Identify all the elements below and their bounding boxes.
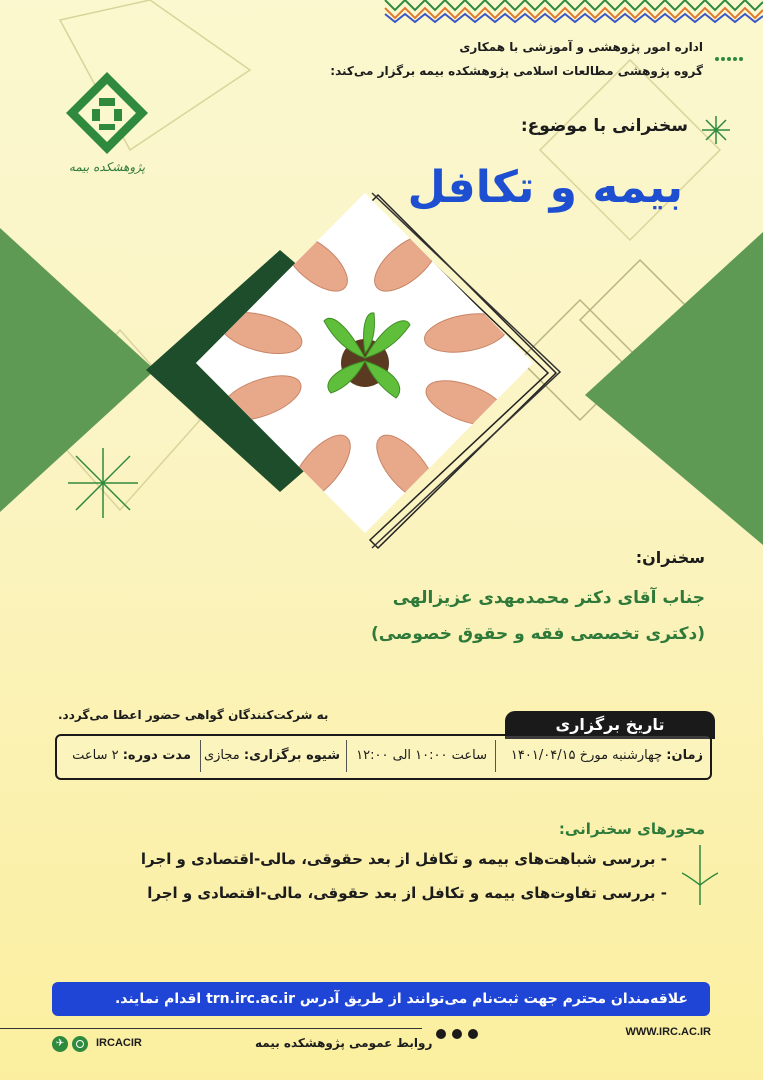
- topic-item: - بررسی شباهت‌های بیمه و تکافل از بعد حقوقی، مالی-اقتصادی و اجرا: [140, 850, 667, 868]
- speaker-degree: (دکتری تخصصی فقه و حقوق خصوصی): [370, 624, 705, 644]
- sprout-decoration-icon: [680, 845, 720, 905]
- date-value: چهارشنبه مورخ ۱۴۰۱/۰۴/۱۵: [510, 748, 663, 763]
- star-decoration-icon: [68, 448, 138, 518]
- logo-text: پژوهشکده بیمه: [68, 160, 146, 174]
- instagram-icon[interactable]: [72, 1036, 88, 1052]
- speaker-label: سخنران:: [635, 548, 705, 567]
- schedule-duration: [72, 748, 191, 763]
- lecture-title: بیمه و تکافل: [407, 162, 683, 213]
- subject-label: سخنرانی با موضوع:: [520, 116, 688, 136]
- topics-label: محورهای سخنرانی:: [558, 820, 705, 838]
- header-line-2: گروه پژوهشی مطالعات اسلامی پژوهشکده بیمه برگزار می‌کند:: [330, 64, 703, 78]
- duration-value: ۲ ساعت: [72, 748, 119, 763]
- duration-label: مدت دوره:: [122, 748, 191, 763]
- method-value: مجازی: [203, 748, 240, 763]
- header-line-1: اداره امور پژوهشی و آموزشی با همکاری: [459, 40, 703, 54]
- topic-item: - بررسی تفاوت‌های بیمه و تکافل از بعد حقوقی، مالی-اقتصادی و اجرا: [147, 884, 667, 902]
- footer-line: [0, 1028, 422, 1029]
- hands-sapling-illustration: [196, 193, 534, 533]
- footer-website: WWW.IRC.AC.IR: [625, 1026, 711, 1038]
- footer-social-handle: IRCACIR: [96, 1037, 142, 1049]
- footer-pr: روابط عمومی پژوهشکده بیمه: [255, 1036, 433, 1050]
- footer-dots-icon: [430, 1024, 478, 1043]
- schedule-method: [204, 748, 340, 763]
- schedule-date: [511, 748, 703, 763]
- schedule-divider: [346, 740, 347, 772]
- certificate-note: به شرکت‌کنندگان گواهی حضور اعطا می‌گردد.: [58, 708, 329, 722]
- kilim-pattern: [385, 0, 763, 22]
- schedule-divider: [495, 740, 496, 772]
- registration-text: علاقه‌مندان محترم جهت ثبت‌نام می‌توانند از طریق آدرس trn.irc.ac.ir اقدام نمایند.: [114, 991, 688, 1007]
- logo-icon: [66, 72, 148, 154]
- telegram-icon[interactable]: ✈: [52, 1036, 68, 1052]
- speaker-name: جناب آقای دکتر محمدمهدی عزیزالهی: [392, 588, 705, 608]
- schedule-tab-label: تاریخ برگزاری: [555, 715, 665, 734]
- star-decoration-icon: [700, 114, 732, 146]
- registration-banner: [52, 982, 710, 1016]
- date-label: زمان:: [666, 748, 703, 763]
- schedule-time: ساعت ۱۰:۰۰ الی ۱۲:۰۰: [356, 748, 487, 763]
- header-dots-icon: [713, 46, 743, 65]
- method-label: شیوه برگزاری:: [243, 748, 340, 763]
- instagram-lens-icon: [76, 1040, 84, 1048]
- schedule-divider: [200, 740, 201, 772]
